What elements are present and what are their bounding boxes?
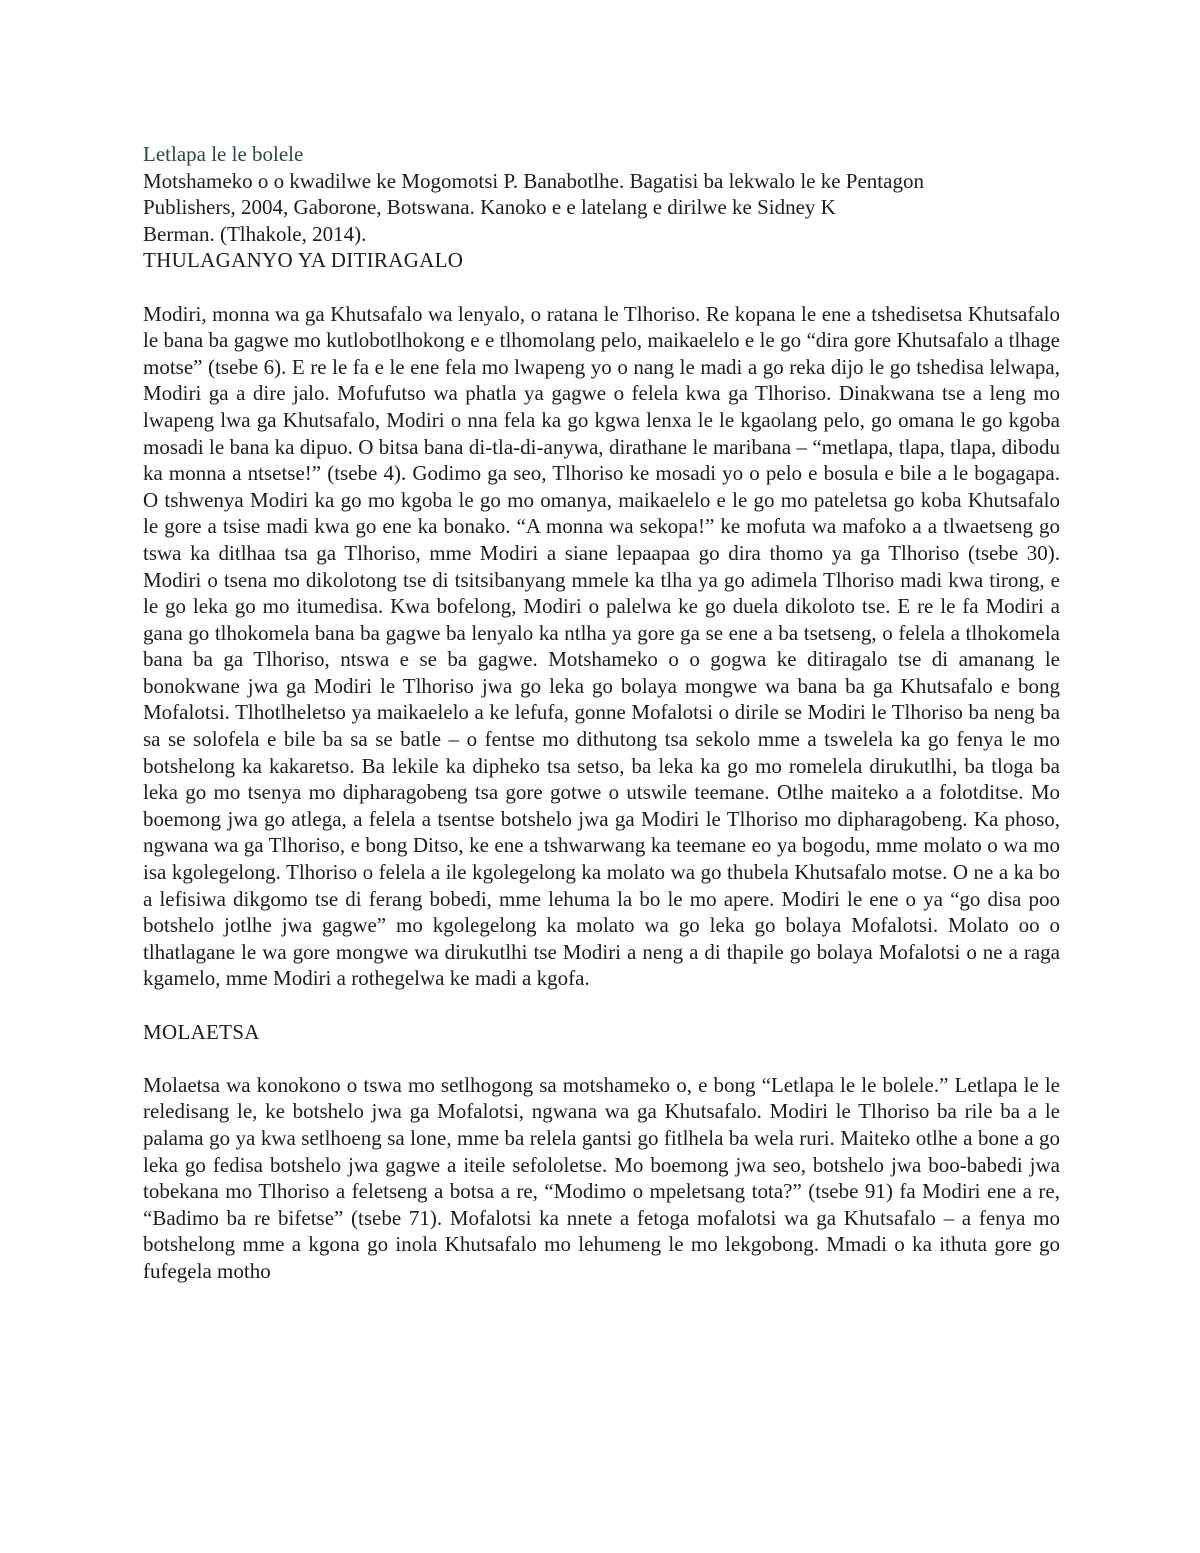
publication-info-line-1: Motshameko o o kwadilwe ke Mogomotsi P. Banabotlhe. Bagatisi ba lekwalo le ke Pentagon (143, 168, 924, 193)
document-page (143, 141, 1060, 1285)
message-paragraph: Molaetsa wa konokono o tswa mo setlhogong sa motshameko o, e bong “Letlapa le le bolele.” Letlapa le le reledisang le, ke botshelo jwa ga Mofalotsi, ngwana wa ga Khutsafalo. Modiri le Tlhoriso ba rile ba a le palama go ya kwa setlhoeng sa lone, mme ba relela gantsi go fitlhela ba wela ruri. Maiteko otlhe a bone a go leka go fedisa botshelo jwa gagwe a iteile sefololetse. Mo boemong jwa seo, botshelo jwa boo-babedi jwa tobekana mo Tlhoriso a feletseng a botsa a re, “Modimo o mpeletsang tota?” (tsebe 91) fa Modiri ene a re, “Badimo ba re bifetse” (tsebe 71). Mofalotsi ka nnete a fetoga mofalotsi wa ga Khutsafalo – a fenya mo botshelong mme a kgona go inola Khutsafalo mo lehumeng le mo lekgobong. Mmadi o ka ithuta gore go fufegela motho (143, 1072, 1060, 1283)
publication-info-line-3: Berman. (Tlhakole, 2014). (143, 221, 367, 246)
section-heading-message: MOLAETSA (143, 1019, 260, 1044)
publication-info-line-2: Publishers, 2004, Gaborone, Botswana. Kanoko e e latelang e dirilwe ke Sidney K (143, 195, 836, 220)
section-heading-plot: THULAGANYO YA DITIRAGALO (143, 248, 464, 273)
plot-summary-paragraph: Modiri, monna wa ga Khutsafalo wa lenyalo, o ratana le Tlhoriso. Re kopana le ene a tshedisetsa Khutsafalo le bana ba gagwe mo kutlobotlhokong e e tlhomolang pelo, maikaelelo e le go “dira gore Khutsafalo a tlhage motse” (tsebe 6). E re le fa e le ene fela mo lwapeng yo o nang le madi a go reka dijo le go tshedisa lelwapa, Modiri ga a dire jalo. Mofufutso wa phatla ya gagwe o felela kwa ga Tlhoriso. Dinakwana tse a leng mo lwapeng lwa ga Khutsafalo, Modiri o nna fela ka go kgwa lenxa le le kgaolang pelo, go omana le go kgoba mosadi le bana ka dipuo. O bitsa bana di-tla-di-anywa, dirathane le maribana – “metlapa, tlapa, tlapa, dibodu ka monna a ntsetse!” (tsebe 4). Godimo ga seo, Tlhoriso ke mosadi yo o pelo e bosula e bile a le bogagapa. O tshwenya Modiri ka go mo kgoba le go mo omanya, maikaelelo e le go mo pateletsa go koba Khutsafalo le gore a tsise madi kwa go ene ka bonako. “A monna wa sekopa!” ke mofuta wa mafoko a a tlwaetseng go tswa ka ditlhaa tsa ga Tlhoriso, mme Modiri a siane lepaapaa go dira thomo ya ga Tlhoriso (tsebe 30). Modiri o tsena mo dikolotong tse di tsitsibanyang mmele ka tlha ya go adimela Tlhoriso madi kwa tirong, e le go leka go mo itumedisa. Kwa bofelong, Modiri o palelwa ke go duela dikoloto tse. E re le fa Modiri a gana go tlhokomela bana ba gagwe ba lenyalo ka ntlha ya gore ga se ene a ba tsetseng, o felela a tlhokomela bana ba ga Tlhoriso, ntswa e se ba gagwe. Motshameko o o gogwa ke ditiragalo tse di amanang le bonokwane jwa ga Modiri le Tlhoriso jwa go leka go bolaya mongwe wa bana ba ga Khutsafalo e bong Mofalotsi. Tlhotlheletso ya maikaelelo a ke lefufa, gonne Mofalotsi o dirile se Modiri le Tlhoriso ba neng ba sa se solofela e bile ba sa se batle – o fentse mo dithutong tsa sekolo mme a tswelela ka go fenya le mo botshelong ka kakaretso. Ba lekile ka dipheko tsa setso, ba leka ka go mo romelela dirukutlhi, ba tloga ba leka go mo tsenya mo dipharagobeng tsa gore gotwe o utswile teemane. Otlhe maiteko a a folotditse. Mo boemong jwa go atlega, a felela a tsentse botshelo jwa ga Modiri le Tlhoriso mo dipharagobeng. Ka phoso, ngwana wa ga Tlhoriso, e bong Ditso, ke ene a tshwarwang ka teemane eo ya bogodu, mme molato o wa mo isa kgolegelong. Tlhoriso o felela a ile kgolegelong ka molato wa go thubela Khutsafalo motse. O ne a ka bo a lefisiwa dikgomo tse di ferang bobedi, mme lehuma la bo le mo apere. Modiri le ene o ya “go disa poo botshelo jotlhe jwa gagwe” mo kgolegelong ka molato wa go leka go bolaya Mofalotsi. Molato oo o tlhatlagane le wa gore mongwe wa dirukutlhi tse Modiri a neng a di thapile go bolaya Mofalotsi o ne a raga kgamelo, mme Modiri a rothegelwa ke madi a kgofa. (143, 301, 1060, 991)
document-title: Letlapa le le bolele (143, 142, 304, 166)
